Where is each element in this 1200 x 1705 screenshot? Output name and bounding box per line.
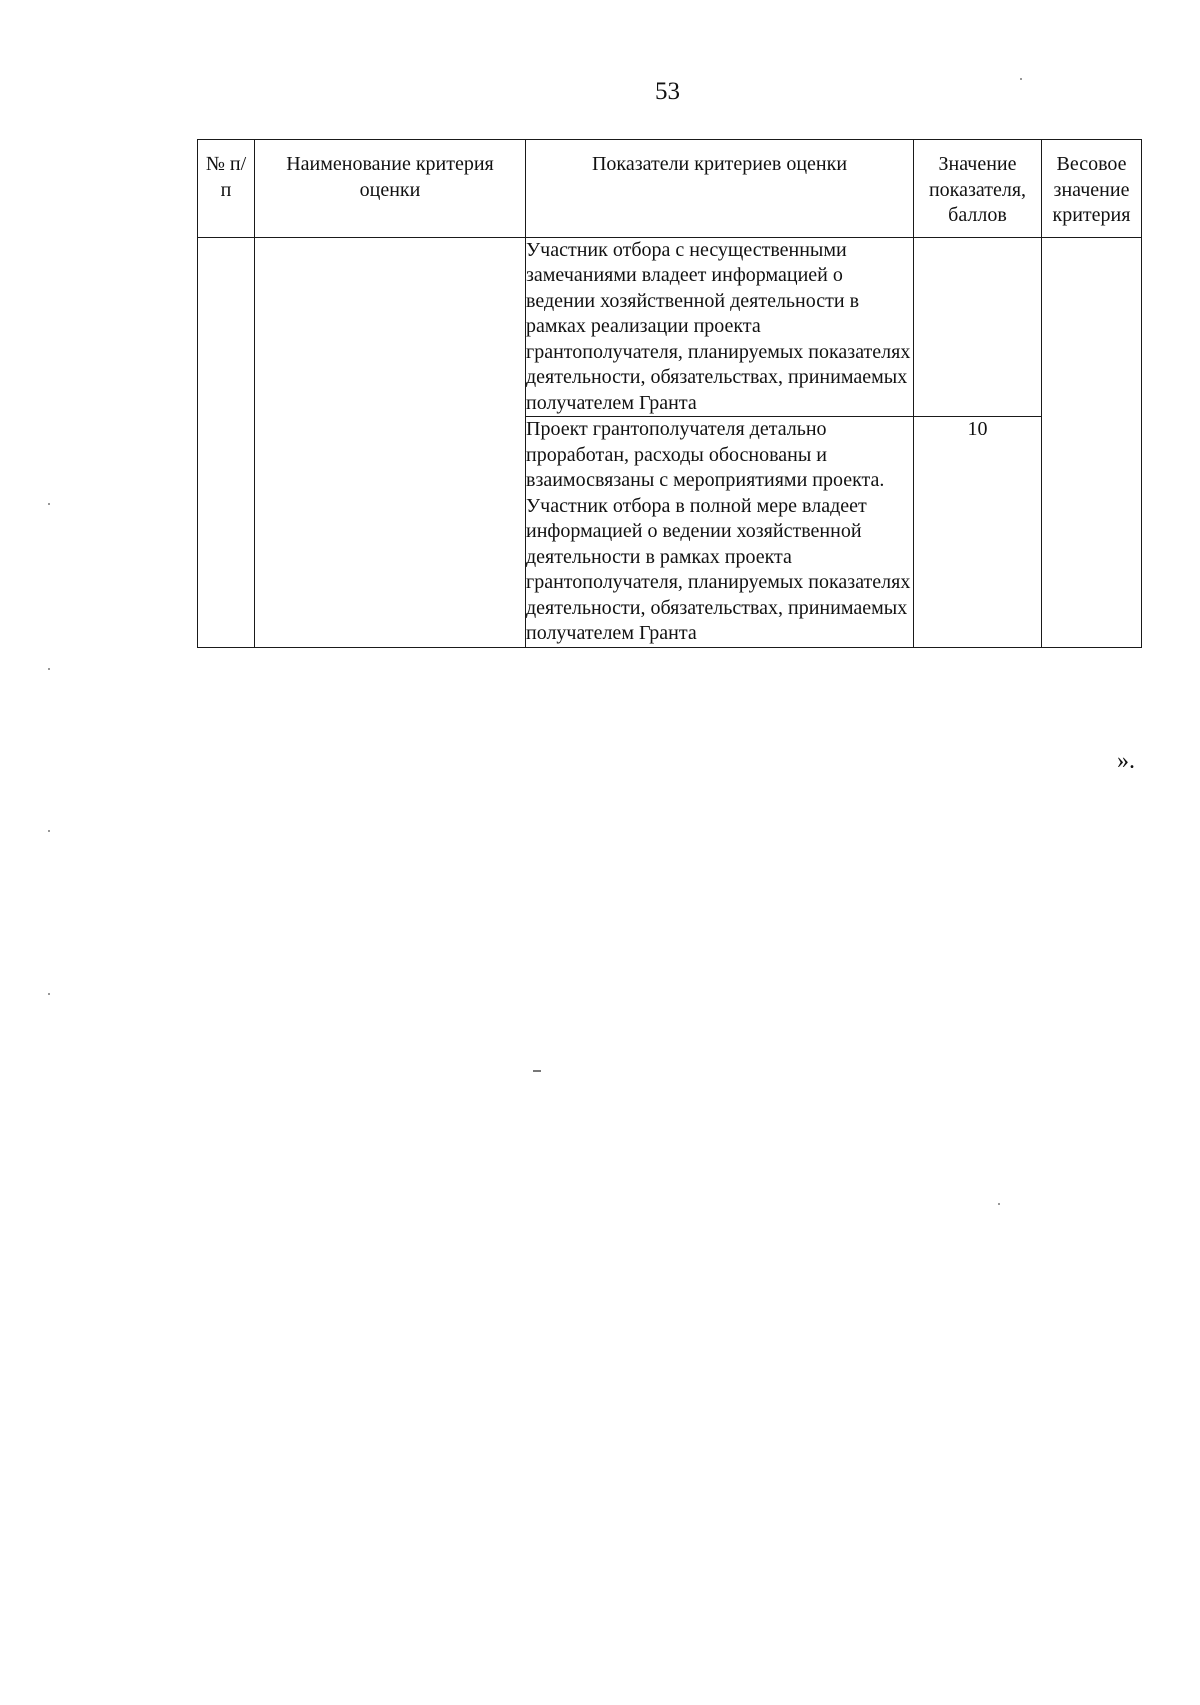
header-indicators: Показатели критериев оценки — [526, 140, 914, 238]
header-criterion-name: Наименование критерия оценки — [255, 140, 526, 238]
table-row — [198, 237, 1142, 417]
criteria-table — [197, 139, 1142, 648]
cell-indicator: Проект грантополучателя детально проработан, расходы обоснованы и взаимосвязаны с мероприятиями проекта. Участник отбора в полной мере владеет информацией о ведении хозяйственной деятельности в рамках проекта грантополучателя, планируемых показателях деятельности, обязательствах, принимаемых получателем Гранта — [526, 417, 914, 648]
page-number: 53 — [655, 78, 680, 105]
cell-num — [198, 237, 255, 647]
header-weight: Весовое значение критерия — [1042, 140, 1142, 238]
header-value: Значение показателя, баллов — [914, 140, 1042, 238]
scan-speck — [48, 993, 50, 995]
cell-criterion-name — [255, 237, 526, 647]
scan-speck — [48, 668, 50, 670]
cell-value — [914, 237, 1042, 417]
scan-speck — [48, 830, 50, 832]
scan-speck — [1020, 78, 1022, 80]
closing-quote: ». — [1117, 748, 1135, 774]
header-row — [198, 140, 1142, 238]
cell-indicator: Участник отбора с несущественными замечаниями владеет информацией о ведении хозяйственной деятельности в рамках реализации проекта грантополучателя, планируемых показателях деятельности, обязательствах, принимаемых получателем Гранта — [526, 237, 914, 417]
scan-speck — [998, 1203, 1000, 1205]
cell-value: 10 — [914, 417, 1042, 648]
scan-speck — [48, 503, 50, 505]
table-header — [198, 140, 1142, 238]
scan-speck — [533, 1070, 541, 1072]
header-num: № п/п — [198, 140, 255, 238]
cell-weight — [1042, 237, 1142, 647]
